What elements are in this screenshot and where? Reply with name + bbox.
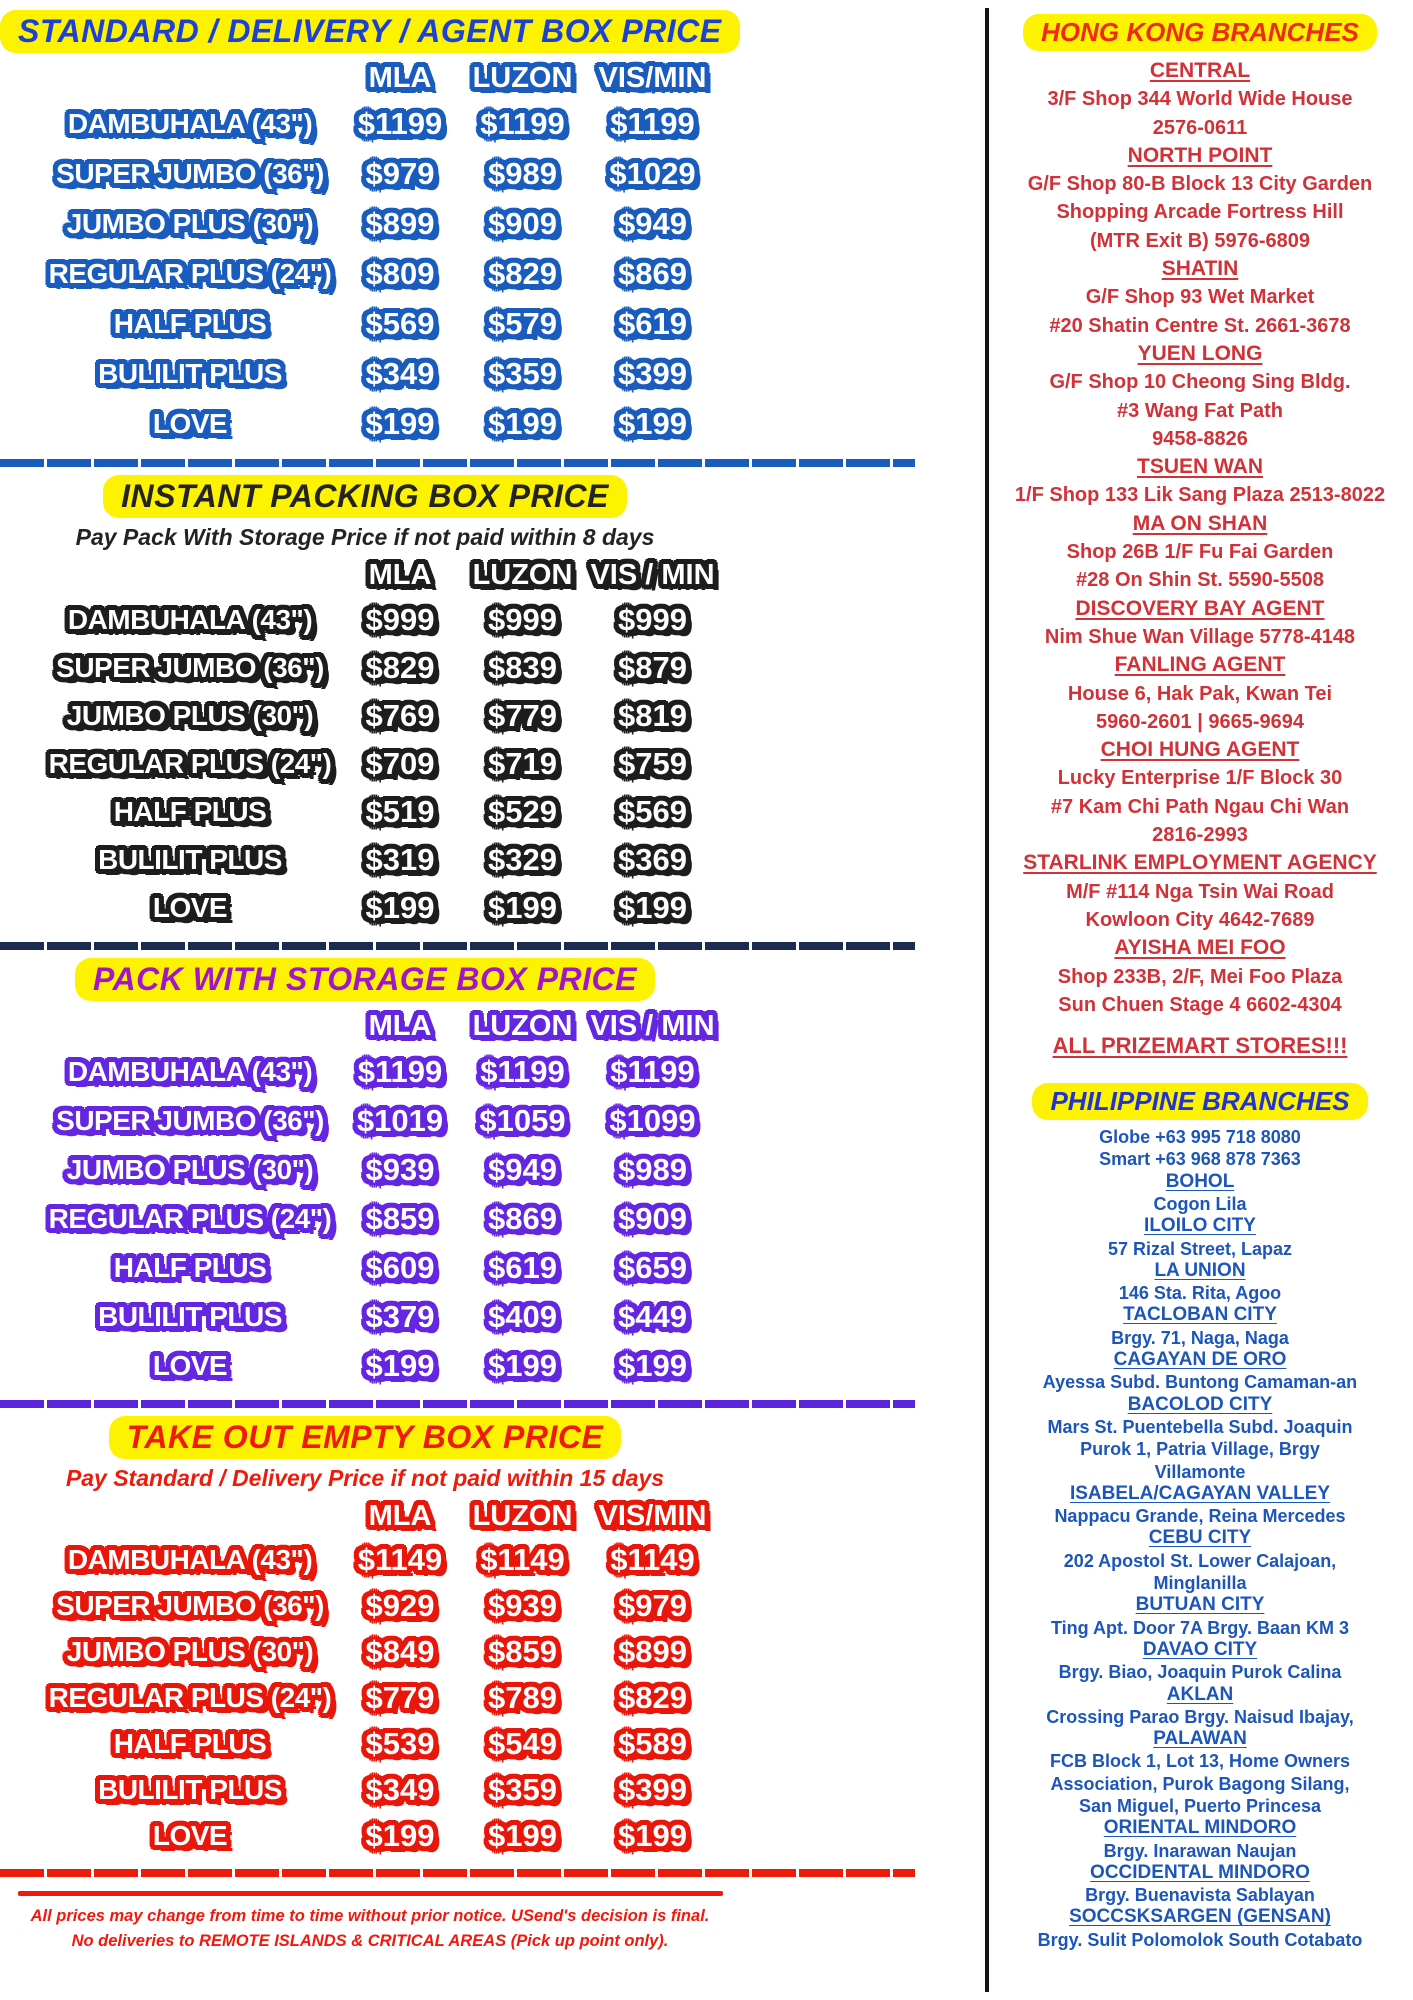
branch-line: Nim Shue Wan Village 5778-4148: [1044, 625, 1356, 648]
branches-sidebar: [994, 14, 1406, 1951]
empty-header-cell: [40, 1005, 340, 1047]
branch-line: Brgy. Buenavista Sablayan: [1085, 1885, 1315, 1906]
branch-line: Crossing Parao Brgy. Naisud Ibajay,: [1046, 1706, 1354, 1727]
table-title-row: [0, 958, 730, 1001]
branch-heading: FANLING AGENT: [1114, 653, 1286, 677]
price-value: $829: [365, 650, 435, 685]
price-value: $999: [365, 602, 435, 637]
row-label: BULILIT PLUS: [98, 1300, 282, 1332]
price-value: $1199: [357, 106, 443, 141]
price-value: $589: [618, 1726, 687, 1761]
price-value: $609: [365, 1249, 435, 1285]
hong-kong-branches-header: [994, 14, 1406, 51]
branch-line: Cogon Lila: [1153, 1193, 1247, 1214]
row-label: LOVE: [152, 408, 228, 439]
branch-line: Lucky Enterprise 1/F Block 30: [1057, 767, 1343, 790]
branch-line: 57 Rizal Street, Lapaz: [1107, 1238, 1293, 1259]
branch-line: M/F #114 Nga Tsin Wai Road: [1066, 880, 1334, 903]
contact-line: Globe +63 995 718 8080: [1099, 1127, 1301, 1148]
price-value: $1199: [610, 106, 695, 141]
row-label: HALF PLUS: [113, 1251, 267, 1283]
price-value: $1199: [480, 106, 565, 141]
branch-line: Association, Purok Bagong Silang,: [1050, 1773, 1350, 1794]
column-header: VIS/MIN: [598, 61, 707, 94]
price-value: $709: [365, 746, 435, 781]
row-label: DAMBUHALA (43"): [67, 108, 313, 139]
price-value: $989: [488, 156, 557, 191]
branch-line: G/F Shop 10 Cheong Sing Bldg.: [1049, 371, 1351, 394]
price-value: $399: [618, 1772, 687, 1807]
branch-line: 5960-2601 | 9665-9694: [1096, 710, 1304, 733]
price-table-pack-with-storage: [0, 958, 960, 1408]
contact-line: Smart +63 968 878 7363: [1099, 1149, 1301, 1170]
empty-header-cell: [40, 57, 340, 99]
branch-heading: CAGAYAN DE ORO: [1113, 1349, 1287, 1371]
price-value: $1149: [480, 1542, 565, 1577]
price-value: $769: [365, 698, 435, 733]
branch-heading: BOHOL: [1165, 1170, 1235, 1192]
branch-line: 146 Sta. Rita, Agoo: [1118, 1283, 1282, 1304]
price-value: $899: [618, 1634, 687, 1669]
price-value: $829: [488, 256, 557, 291]
price-grid: [40, 57, 960, 449]
price-value: $819: [618, 698, 687, 733]
branch-line: 2576-0611: [1152, 116, 1248, 139]
price-value: $319: [365, 842, 435, 877]
row-label: DAMBUHALA (43"): [67, 604, 313, 635]
branch-heading: ILOILO CITY: [1144, 1215, 1256, 1237]
column-header: VIS / MIN: [590, 1009, 715, 1042]
price-value: $1059: [479, 1102, 566, 1138]
branch-heading: CHOI HUNG AGENT: [1100, 738, 1300, 762]
branch-line: Mars St. Puentebella Subd. Joaquin: [1047, 1416, 1353, 1437]
footer-divider: [18, 1891, 723, 1896]
price-value: $199: [618, 1347, 687, 1383]
price-value: $199: [365, 406, 435, 441]
price-grid: [40, 554, 960, 932]
disclaimer: [0, 1891, 740, 1954]
table-title-row: [0, 1416, 730, 1459]
row-label: JUMBO PLUS (30"): [66, 1636, 314, 1667]
price-table-standard-delivery-agent: [0, 10, 960, 467]
philippine-branches-title: PHILIPPINE BRANCHES: [1032, 1083, 1367, 1120]
column-header: LUZON: [472, 1009, 573, 1042]
price-value: $1019: [356, 1102, 444, 1138]
price-value: $199: [488, 1818, 557, 1853]
price-value: $329: [488, 842, 557, 877]
price-value: $1149: [610, 1542, 695, 1577]
branch-line: Purok 1, Patria Village, Brgy: [1080, 1439, 1320, 1460]
branch-heading: CEBU CITY: [1148, 1527, 1252, 1549]
price-value: $1199: [610, 1053, 695, 1089]
branch-heading: DISCOVERY BAY AGENT: [1075, 596, 1325, 620]
price-value: $549: [488, 1726, 557, 1761]
price-value: $449: [618, 1298, 687, 1334]
price-value: $349: [365, 356, 435, 391]
branch-line: Ayessa Subd. Buntong Camaman-an: [1042, 1372, 1358, 1393]
price-tables-column: [0, 10, 960, 1954]
branch-line: Minglanilla: [1153, 1573, 1247, 1594]
price-value: $859: [365, 1200, 435, 1236]
price-grid: [40, 1005, 960, 1390]
row-label: DAMBUHALA (43"): [67, 1055, 313, 1087]
philippine-branch-list: [994, 1171, 1406, 1951]
section-divider: [0, 942, 915, 950]
price-value: $829: [618, 1680, 687, 1715]
price-value: $839: [488, 650, 557, 685]
column-header: LUZON: [472, 558, 573, 591]
price-value: $199: [365, 1347, 435, 1383]
table-title-row: [0, 475, 730, 518]
row-label: REGULAR PLUS (24"): [48, 1682, 332, 1713]
price-value: $1029: [609, 156, 696, 191]
row-label: HALF PLUS: [113, 1728, 267, 1759]
section-divider: [0, 459, 915, 467]
branch-heading: TSUEN WAN: [1137, 455, 1263, 479]
section-divider: [0, 1400, 915, 1408]
branch-line: Villamonte: [1154, 1461, 1246, 1482]
column-header: MLA: [368, 1009, 432, 1042]
price-value: $999: [488, 602, 557, 637]
branch-heading: MA ON SHAN: [1132, 511, 1268, 535]
branch-heading: TACLOBAN CITY: [1123, 1304, 1277, 1326]
branch-heading: ISABELA/CAGAYAN VALLEY: [1069, 1482, 1331, 1504]
table-title: INSTANT PACKING BOX PRICE: [103, 475, 627, 518]
row-label: HALF PLUS: [113, 308, 267, 339]
branch-line: Sun Chuen Stage 4 6602-4304: [1058, 993, 1342, 1016]
row-label: BULILIT PLUS: [98, 1774, 282, 1805]
price-value: $349: [365, 1772, 435, 1807]
branch-line: Nappacu Grande, Reina Mercedes: [1054, 1506, 1346, 1527]
price-value: $859: [488, 1634, 557, 1669]
price-value: $359: [488, 356, 557, 391]
row-label: REGULAR PLUS (24"): [48, 1202, 332, 1234]
price-value: $989: [618, 1151, 687, 1187]
row-label: LOVE: [152, 1349, 228, 1381]
branch-line: FCB Block 1, Lot 13, Home Owners: [1049, 1751, 1351, 1772]
branch-line: Shop 233B, 2/F, Mei Foo Plaza: [1057, 965, 1343, 988]
disclaimer-line-1: All prices may change from time to time without prior notice. USend's decision is final.: [30, 1907, 710, 1925]
branch-line: #3 Wang Fat Path: [1117, 399, 1283, 422]
price-value: $579: [488, 306, 557, 341]
row-label: LOVE: [152, 892, 228, 923]
branch-line: Brgy. 71, Naga, Naga: [1111, 1327, 1289, 1348]
price-value: $379: [365, 1298, 435, 1334]
branch-line: San Miguel, Puerto Princesa: [1078, 1796, 1322, 1816]
price-value: $949: [488, 1151, 557, 1187]
vertical-divider: [985, 8, 989, 1992]
branch-heading: ORIENTAL MINDORO: [1103, 1817, 1297, 1839]
column-header: VIS/MIN: [598, 1499, 707, 1532]
price-value: $409: [488, 1298, 557, 1334]
branch-line: 3/F Shop 344 World Wide House: [1047, 88, 1353, 111]
branch-heading: BUTUAN CITY: [1135, 1594, 1265, 1616]
hong-kong-branches-title: HONG KONG BRANCHES: [1023, 14, 1377, 51]
row-label: JUMBO PLUS (30"): [66, 700, 314, 731]
branch-heading: OCCIDENTAL MINDORO: [1090, 1861, 1310, 1883]
price-value: $1199: [480, 1053, 565, 1089]
row-label: LOVE: [152, 1820, 228, 1851]
table-title: TAKE OUT EMPTY BOX PRICE: [109, 1416, 622, 1459]
column-header: VIS / MIN: [590, 558, 715, 591]
branch-line: Shopping Arcade Fortress Hill: [1056, 201, 1344, 224]
table-title-row: [0, 10, 730, 53]
price-value: $949: [618, 206, 687, 241]
row-label: JUMBO PLUS (30"): [66, 1153, 314, 1185]
branch-line: Brgy. Sulit Polomolok South Cotabato: [1037, 1929, 1363, 1950]
price-value: $569: [365, 306, 435, 341]
price-value: $519: [365, 794, 435, 829]
price-value: $1149: [357, 1542, 443, 1577]
price-value: $779: [365, 1680, 435, 1715]
price-value: $359: [488, 1772, 557, 1807]
branch-heading: SHATIN: [1161, 257, 1239, 281]
price-value: $369: [618, 842, 687, 877]
price-value: $539: [365, 1726, 435, 1761]
price-table-instant-packing: [0, 475, 960, 950]
price-value: $979: [618, 1588, 687, 1623]
row-label: SUPER JUMBO (36"): [56, 158, 324, 189]
price-value: $979: [365, 156, 435, 191]
price-value: $759: [618, 746, 687, 781]
branch-line: G/F Shop 93 Wet Market: [1085, 286, 1315, 309]
price-value: $659: [618, 1249, 687, 1285]
row-label: SUPER JUMBO (36"): [56, 1104, 324, 1136]
price-value: $199: [618, 1818, 687, 1853]
table-subtitle: Pay Pack With Storage Price if not paid within 8 days: [75, 524, 655, 550]
price-value: $619: [488, 1249, 557, 1285]
branch-heading: AKLAN: [1166, 1683, 1234, 1705]
price-value: $869: [618, 256, 687, 291]
branch-line: #20 Shatin Centre St. 2661-3678: [1049, 314, 1351, 337]
branch-line: G/F Shop 80-B Block 13 City Garden: [1027, 173, 1373, 196]
branch-line: House 6, Hak Pak, Kwan Tei: [1067, 682, 1333, 705]
branch-line: 1/F Shop 133 Lik Sang Plaza 2513-8022: [1014, 484, 1386, 507]
price-value: $809: [365, 256, 435, 291]
branch-heading: PALAWAN: [1153, 1728, 1247, 1750]
table-subtitle: Pay Standard / Delivery Price if not paid within 15 days: [65, 1465, 665, 1491]
price-table-take-out-empty: [0, 1416, 960, 1877]
row-label: JUMBO PLUS (30"): [66, 208, 314, 239]
price-value: $849: [365, 1634, 435, 1669]
price-value: $569: [618, 794, 687, 829]
branch-line: 9458-8826: [1152, 427, 1248, 450]
price-value: $199: [365, 1818, 435, 1853]
price-value: $199: [488, 406, 557, 441]
row-label: BULILIT PLUS: [98, 358, 282, 389]
table-title: PACK WITH STORAGE BOX PRICE: [75, 958, 655, 1001]
branch-heading: NORTH POINT: [1127, 143, 1273, 167]
branch-heading: YUEN LONG: [1137, 341, 1263, 365]
column-header: MLA: [368, 61, 432, 94]
price-value: $199: [365, 890, 435, 925]
price-value: $1099: [609, 1102, 696, 1138]
branch-line: Ting Apt. Door 7A Brgy. Baan KM 3: [1050, 1617, 1350, 1638]
row-label: REGULAR PLUS (24"): [48, 748, 332, 779]
price-value: $909: [618, 1200, 687, 1236]
price-value: $199: [488, 1347, 557, 1383]
philippine-contact-numbers: [994, 1126, 1406, 1171]
column-header: LUZON: [472, 61, 573, 94]
section-divider: [0, 1869, 915, 1877]
branch-heading: LA UNION: [1154, 1259, 1246, 1281]
empty-header-cell: [40, 554, 340, 596]
price-value: $1199: [357, 1053, 443, 1089]
branch-heading: SOCCSKSARGEN (GENSAN): [1069, 1906, 1331, 1928]
price-value: $999: [618, 602, 687, 637]
branch-heading: AYISHA MEI FOO: [1114, 936, 1286, 960]
price-value: $779: [488, 698, 557, 733]
price-value: $899: [365, 206, 435, 241]
row-label: DAMBUHALA (43"): [67, 1544, 313, 1575]
branch-line: Kowloon City 4642-7689: [1085, 908, 1315, 931]
price-value: $869: [488, 1200, 557, 1236]
column-header: MLA: [368, 1499, 432, 1532]
branch-line: Shop 26B 1/F Fu Fai Garden: [1066, 541, 1334, 564]
price-value: $939: [365, 1151, 435, 1187]
branch-line: Brgy. Biao, Joaquin Purok Calina: [1058, 1662, 1342, 1683]
philippine-branches-header: [994, 1083, 1406, 1120]
branch-line: #28 On Shin St. 5590-5508: [1076, 569, 1324, 592]
row-label: HALF PLUS: [113, 796, 267, 827]
price-value: $789: [488, 1680, 557, 1715]
branch-heading: STARLINK EMPLOYMENT AGENCY: [1023, 851, 1377, 875]
price-value: $199: [618, 406, 687, 441]
price-value: $719: [488, 746, 557, 781]
price-value: $199: [618, 890, 687, 925]
price-value: $909: [488, 206, 557, 241]
price-value: $929: [365, 1588, 435, 1623]
branch-line: 2816-2993: [1152, 824, 1248, 847]
column-header: LUZON: [472, 1499, 573, 1532]
branch-line: 202 Apostol St. Lower Calajoan,: [1063, 1550, 1337, 1571]
empty-header-cell: [40, 1495, 340, 1537]
column-header: MLA: [368, 558, 432, 591]
row-label: BULILIT PLUS: [98, 844, 282, 875]
all-prizemart-note: ALL PRIZEMART STORES!!!: [1052, 1033, 1348, 1059]
price-value: $879: [618, 650, 687, 685]
price-value: $619: [618, 306, 687, 341]
row-label: SUPER JUMBO (36"): [56, 1590, 324, 1621]
hong-kong-branch-list: [994, 57, 1406, 1019]
price-grid: [40, 1495, 960, 1859]
branch-line: Brgy. Inarawan Naujan: [1103, 1840, 1297, 1861]
price-value: $399: [618, 356, 687, 391]
branch-line: (MTR Exit B) 5976-6809: [1089, 229, 1311, 252]
branch-heading: BACOLOD CITY: [1127, 1393, 1273, 1415]
branch-heading: DAVAO CITY: [1142, 1638, 1258, 1660]
price-value: $199: [488, 890, 557, 925]
row-label: REGULAR PLUS (24"): [48, 258, 332, 289]
price-value: $529: [488, 794, 557, 829]
row-label: SUPER JUMBO (36"): [56, 652, 324, 683]
branch-line: #7 Kam Chi Path Ngau Chi Wan: [1050, 795, 1350, 818]
table-title: STANDARD / DELIVERY / AGENT BOX PRICE: [0, 10, 740, 53]
price-value: $939: [488, 1588, 557, 1623]
branch-heading: CENTRAL: [1149, 59, 1251, 82]
disclaimer-line-2: No deliveries to REMOTE ISLANDS & CRITICAL AREAS (Pick up point only).: [71, 1932, 669, 1950]
